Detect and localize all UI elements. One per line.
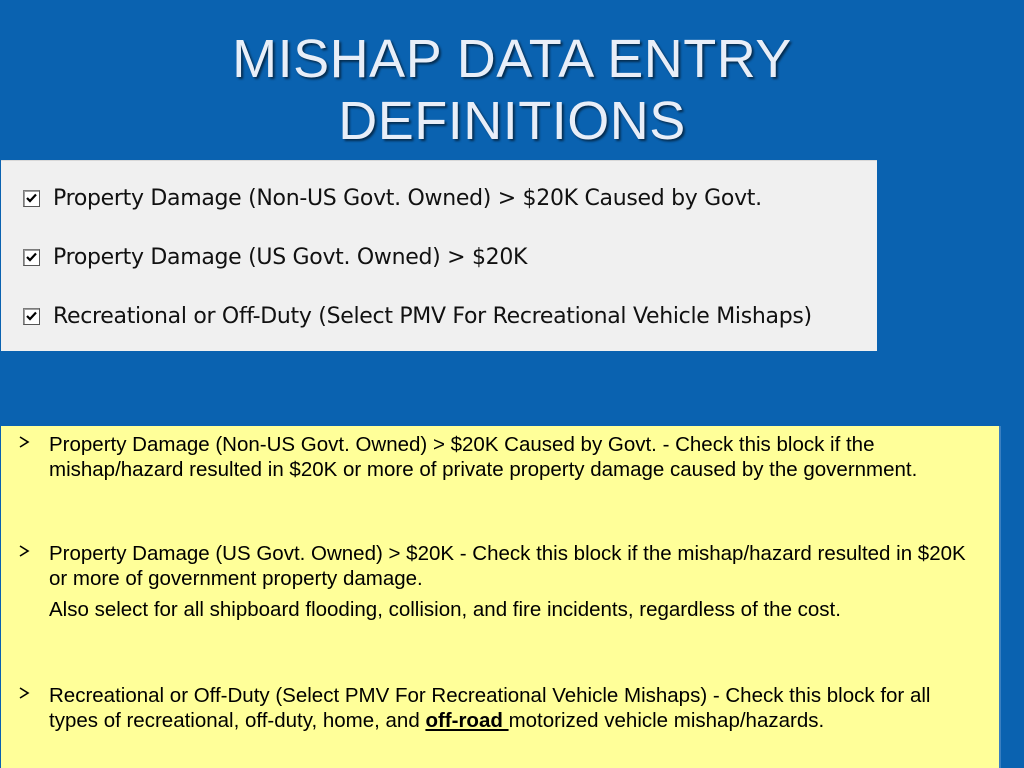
checkmark-icon: [25, 251, 38, 264]
slide-title: [0, 28, 1024, 152]
definitions-panel: [1, 426, 1001, 768]
checkbox-row-recreational-off-duty[interactable]: [23, 301, 812, 331]
checkbox-label: Recreational or Off-Duty (Select PMV For Recreational Vehicle Mishaps): [53, 303, 812, 329]
checkmark-icon: [25, 192, 38, 205]
checkmark-icon: [25, 310, 38, 323]
checkbox-recreational-off-duty[interactable]: [23, 308, 40, 325]
definition-text-part: motorized vehicle mishap/hazards.: [508, 709, 825, 732]
definition-extra-text: Also select for all shipboard flooding, collision, and fire incidents, regardless of the cost.: [49, 598, 841, 621]
definition-text: Property Damage (US Govt. Owned) > $20K - Check this block if the mishap/hazard resulted in $20K or more of government property damage.: [49, 542, 966, 590]
checkbox-label: Property Damage (Non-US Govt. Owned) > $20K Caused by Govt.: [53, 185, 762, 211]
checkbox-row-non-us-property-damage[interactable]: [23, 183, 762, 213]
checkbox-panel: [1, 160, 877, 351]
arrow-bullet-icon: [17, 686, 31, 700]
checkbox-label: Property Damage (US Govt. Owned) > $20K: [53, 244, 528, 270]
emphasis-off-road: off-road: [425, 709, 509, 732]
arrow-bullet-icon: [17, 544, 31, 558]
slide-title-line-2: DEFINITIONS: [338, 91, 686, 151]
arrow-bullet-icon: [17, 435, 31, 449]
slide-title-line-1: MISHAP DATA ENTRY: [232, 29, 792, 89]
definition-text: [49, 683, 984, 733]
checkbox-row-us-property-damage[interactable]: [23, 242, 527, 272]
definition-text: Property Damage (Non-US Govt. Owned) > $20K Caused by Govt. - Check this block if the mishap/hazard resulted in $20K or more of private property damage caused by the government.: [49, 433, 918, 481]
checkbox-non-us-property-damage[interactable]: [23, 190, 40, 207]
definition-text-part: Recreational or Off-Duty (Select PMV For Recreational Vehicle Mishaps) - Check this block for all types of recreational, off-duty, home, and: [49, 684, 931, 732]
checkbox-us-property-damage[interactable]: [23, 249, 40, 266]
